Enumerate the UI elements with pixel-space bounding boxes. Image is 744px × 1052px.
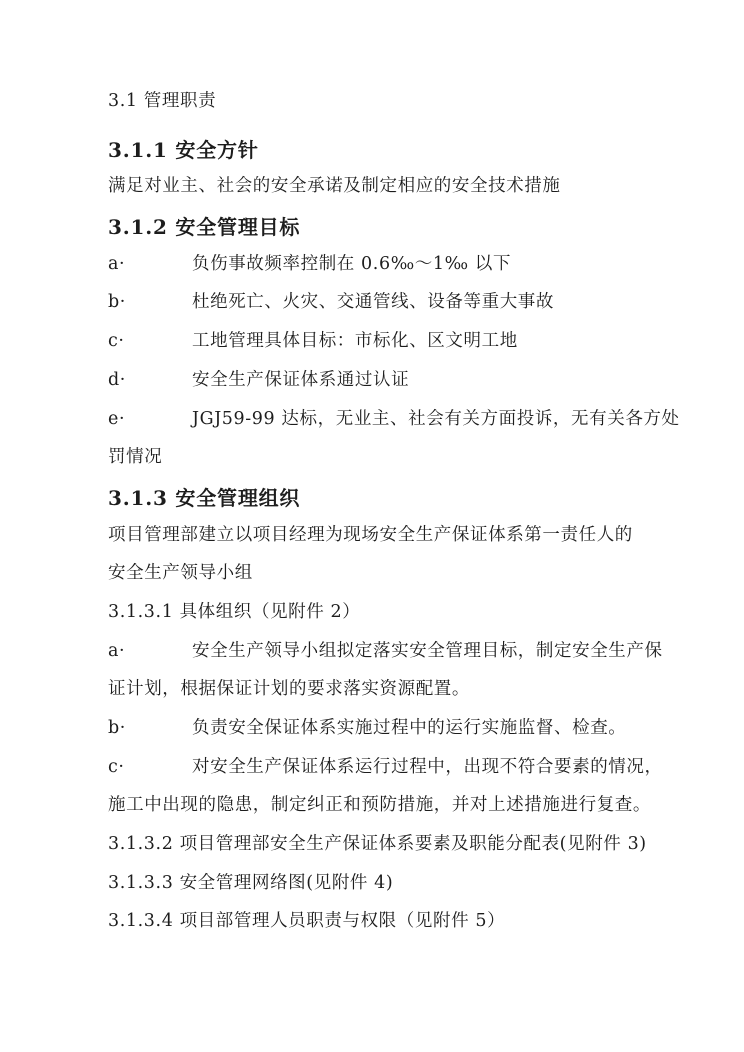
text-line: 3.1.3.1 具体组织（见附件 2）: [108, 601, 361, 622]
list-marker: d·: [108, 369, 126, 390]
list-item: [108, 640, 663, 679]
list-item-text: 工地管理具体目标：市标化、区文明工地: [192, 331, 518, 352]
list-item: [108, 408, 680, 447]
list-item: [108, 253, 656, 292]
list-item-text: 对安全生产保证体系运行过程中，出现不符合要素的情况，: [192, 756, 663, 777]
list-marker: b·: [108, 292, 126, 313]
text-line: 证计划，根据保证计划的要求落实资源配置。: [108, 679, 470, 700]
list-item: [108, 330, 656, 369]
text-line: 3.1.3.3 安全管理网络图(见附件 4): [108, 872, 394, 893]
section-heading: 3.1.1 安全方针: [108, 137, 259, 162]
list-item: [108, 291, 656, 330]
list-item-text: JGJ59-99 达标，无业主、社会有关方面投诉，无有关各方处: [192, 408, 680, 429]
list-item-text: 安全生产保证体系通过认证: [192, 369, 410, 390]
list-item-text: 负责安全保证体系实施过程中的运行实施监督、检查。: [192, 718, 627, 738]
list-item-text: 负伤事故频率控制在 0.6‰～1‰ 以下: [192, 253, 512, 274]
list-item: [108, 369, 656, 408]
text-line: 3.1.3.2 项目管理部安全生产保证体系要素及职能分配表(见附件 3): [108, 834, 647, 855]
text-line: 罚情况: [108, 447, 163, 468]
list-marker: c·: [108, 756, 125, 777]
list-marker: b·: [108, 718, 126, 738]
list-item-text: 杜绝死亡、火灾、交通管线、设备等重大事故: [192, 292, 554, 313]
list-item: [108, 756, 663, 795]
text-line: 项目管理部建立以项目经理为现场安全生产保证体系第一责任人的: [108, 524, 633, 545]
text-line: 施工中出现的隐患，制定纠正和预防措施，并对上述措施进行复查。: [108, 795, 651, 816]
section-title: 3.1 管理职责: [108, 91, 217, 111]
list-marker: c·: [108, 331, 125, 352]
section-heading: 3.1.2 安全管理目标: [108, 215, 301, 240]
text-line: 3.1.3.4 项目部管理人员职责与权限（见附件 5）: [108, 911, 506, 932]
list-item: [108, 717, 656, 756]
list-marker: a·: [108, 640, 126, 661]
text-line: 安全生产领导小组: [108, 563, 253, 584]
list-marker: e·: [108, 408, 126, 429]
section-heading: 3.1.3 安全管理组织: [108, 485, 301, 510]
text-line: 满足对业主、社会的安全承诺及制定相应的安全技术措施: [108, 176, 561, 197]
list-marker: a·: [108, 253, 126, 274]
list-item-text: 安全生产领导小组拟定落实安全管理目标，制定安全生产保: [192, 640, 663, 661]
